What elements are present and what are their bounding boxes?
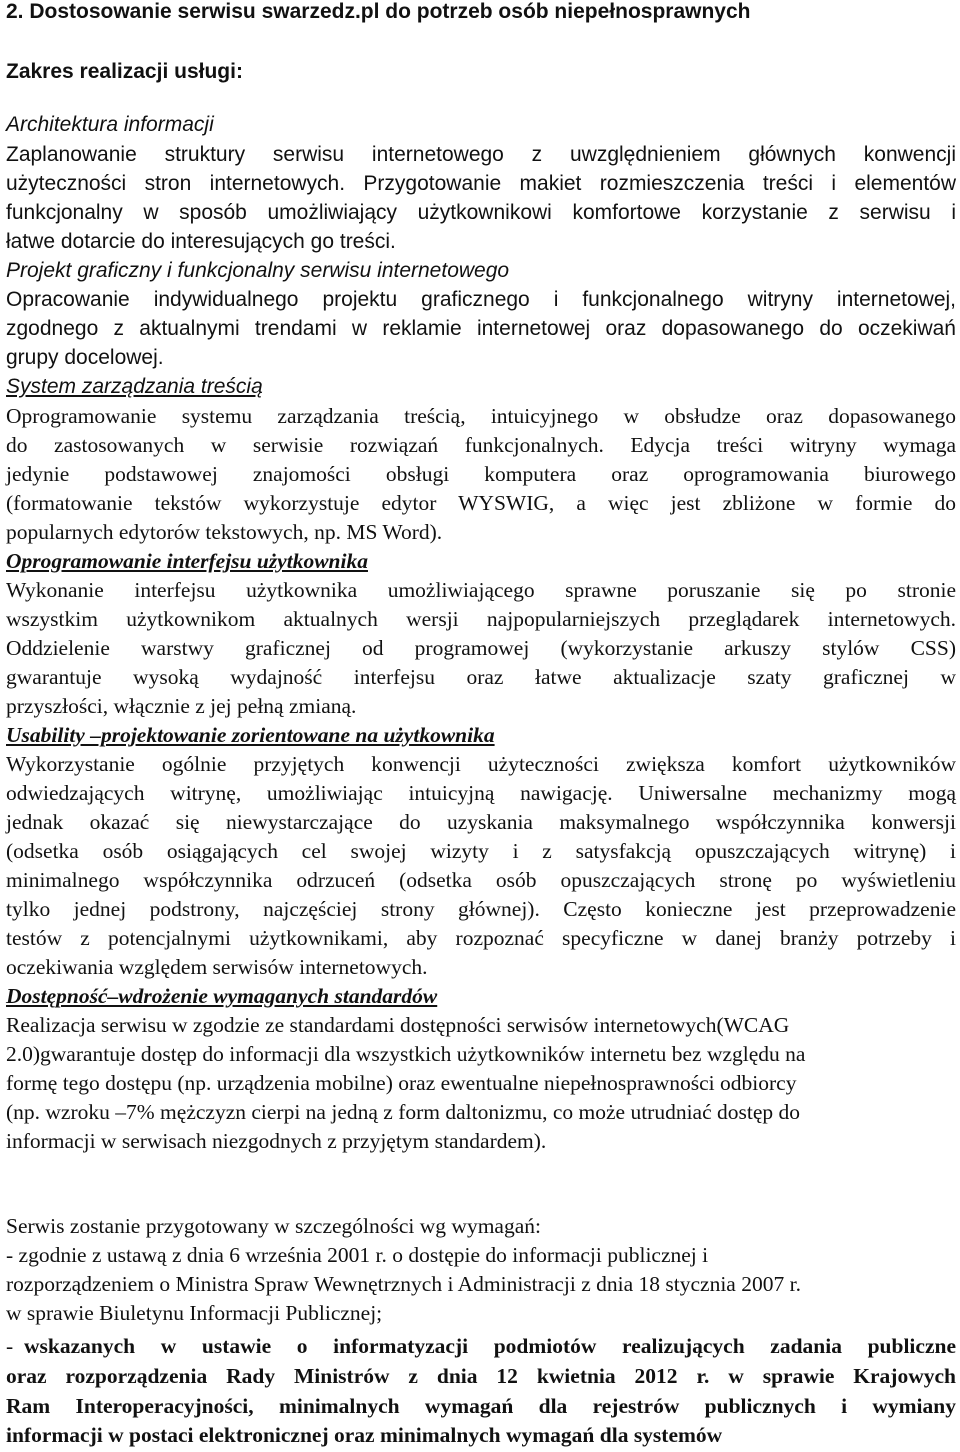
paragraph-line: 2.0)gwarantuje dostęp do informacji dla wszystkich użytkowników internetu bez względu na: [6, 1042, 806, 1066]
paragraph-line: zgodnego z aktualnymi trendami w reklamie internetowej oraz dopasowanego do oczekiwań: [6, 317, 956, 340]
paragraph-line: przyszłości, włącznie z jej pełną zmianą.: [6, 694, 357, 718]
paragraph-line: funkcjonalny w sposób umożliwiający użytkownikowi komfortowe korzystanie z serwisu i: [6, 201, 956, 224]
document-heading: 2. Dostosowanie serwisu swarzedz.pl do potrzeb osób niepełnosprawnych: [6, 0, 751, 23]
requirement-item-line: informacji w postaci elektronicznej oraz minimalnych wymagań dla systemów: [6, 1423, 723, 1447]
paragraph-line: tylko jednej podstrony, najczęściej strony głównej). Często konieczne jest przeprowadzenie: [6, 897, 956, 921]
paragraph-line: formę tego dostępu (np. urządzenia mobilne) oraz ewentualne niepełnosprawności odbiorcy: [6, 1071, 797, 1095]
paragraph-line: oczekiwania względem serwisów internetowych.: [6, 955, 428, 979]
paragraph-line: do zastosowanych w serwisie rozwiązań funkcjonalnych. Edycja treści witryny wymaga: [6, 433, 956, 457]
requirements-intro: Serwis zostanie przygotowany w szczególności wg wymagań:: [6, 1214, 541, 1238]
section-title-cms: System zarządzania treścią: [6, 375, 263, 398]
paragraph-line: (odsetka osób osiągających cel swojej wizyty i z satysfakcją opuszczających witrynę) i: [6, 839, 956, 863]
paragraph-line: Zaplanowanie struktury serwisu internetowego z uwzględnieniem głównych konwencji: [6, 143, 956, 166]
paragraph-line: jednak okazać się niewystarczające do uzyskania maksymalnego współczynnika konwersji: [6, 810, 956, 834]
paragraph-line: Oprogramowanie systemu zarządzania treścią, intuicyjnego w obsłudze oraz dopasowanego: [6, 404, 956, 428]
paragraph-line: użyteczności stron internetowych. Przygotowanie makiet rozmieszczenia treści i elementów: [6, 172, 956, 195]
paragraph-line: popularnych edytorów tekstowych, np. MS Word).: [6, 520, 443, 544]
paragraph-line: gwarantuje wysoką wydajność interfejsu oraz łatwe aktualizacje szaty graficznej w: [6, 665, 956, 689]
requirement-item-line: wskazanych w ustawie o informatyzacji podmiotów realizujących zadania publiczne: [24, 1334, 956, 1358]
paragraph-line: jedynie podstawowej znajomości obsługi komputera oraz oprogramowania biurowego: [6, 462, 956, 486]
paragraph-line: testów z potencjalnymi użytkownikami, aby rozpoznać specyficzne w danej branży potrzeby i: [6, 926, 956, 950]
paragraph-line: Opracowanie indywidualnego projektu graficznego i funkcjonalnego witryny internetowej,: [6, 288, 956, 311]
section-title-interfejs: Oprogramowanie interfejsu użytkownika: [6, 549, 368, 573]
section-title-projekt: Projekt graficzny i funkcjonalny serwisu internetowego: [6, 259, 510, 282]
paragraph-line: Wykonanie interfejsu użytkownika umożliwiającego sprawne poruszanie się po stronie: [6, 578, 956, 602]
paragraph-line: informacji w serwisach niezgodnych z przyjętym standardem).: [6, 1129, 547, 1153]
requirement-item-dash: -: [6, 1334, 14, 1358]
paragraph-line: minimalnego współczynnika odrzuceń (odsetka osób opuszczających stronę po wyświetleniu: [6, 868, 956, 892]
section-title-dostepnosc: Dostępność–wdrożenie wymaganych standardów: [6, 984, 438, 1008]
scope-subheading: Zakres realizacji usługi:: [6, 60, 243, 83]
requirement-item-line: rozporządzeniem o Ministra Spraw Wewnętrznych i Administracji z dnia 18 stycznia 2007 r.: [6, 1272, 801, 1296]
requirement-item-line: oraz rozporządzenia Rady Ministrów z dnia 12 kwietnia 2012 r. w sprawie Krajowych: [6, 1364, 956, 1388]
paragraph-line: (np. wzroku –7% mężczyzn cierpi na jedną z form daltonizmu, co może utrudniać dostęp do: [6, 1100, 801, 1124]
paragraph-line: Oddzielenie warstwy graficznej od programowej (wykorzystanie arkuszy stylów CSS): [6, 636, 956, 660]
paragraph-line: wszystkim użytkownikom aktualnych wersji najpopularniejszych przeglądarek internetowych.: [6, 607, 956, 631]
requirement-item-line: Ram Interoperacyjności, minimalnych wymagań dla rejestrów publicznych i wymiany: [6, 1394, 956, 1418]
requirement-item-line: - zgodnie z ustawą z dnia 6 września 2001 r. o dostępie do informacji publicznej i: [6, 1243, 709, 1267]
paragraph-line: odwiedzających witrynę, umożliwiając intuicyjną nawigację. Uniwersalne mechanizmy mogą: [6, 781, 956, 805]
paragraph-line: grupy docelowej.: [6, 346, 164, 369]
paragraph-line: Realizacja serwisu w zgodzie ze standardami dostępności serwisów internetowych(WCAG: [6, 1013, 790, 1037]
paragraph-line: łatwe dotarcie do interesujących go treści.: [6, 230, 396, 253]
paragraph-line: Wykorzystanie ogólnie przyjętych konwencji użyteczności zwiększa komfort użytkowników: [6, 752, 956, 776]
section-title-architektura: Architektura informacji: [6, 113, 214, 136]
requirement-item-line: w sprawie Biuletynu Informacji Publicznej;: [6, 1301, 383, 1325]
paragraph-line: (formatowanie tekstów wykorzystuje edytor WYSWIG, a więc jest zbliżone w formie do: [6, 491, 956, 515]
section-title-usability: Usability –projektowanie zorientowane na użytkownika: [6, 723, 495, 747]
